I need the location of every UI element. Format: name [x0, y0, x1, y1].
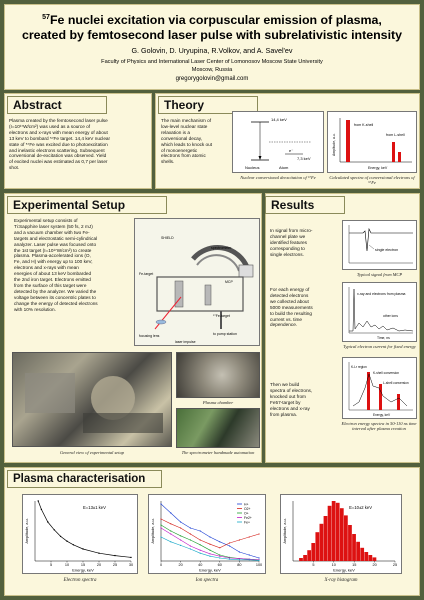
data-point: [160, 527, 161, 528]
results-text3-line: from plasma.: [270, 411, 298, 417]
svg-text:e⁻: e⁻: [289, 148, 294, 153]
results-text2-line: For each energy of: [270, 287, 310, 292]
x-tick-label: 25: [392, 563, 398, 567]
bar: [368, 555, 372, 561]
photo-plasma-chamber: [176, 352, 260, 398]
data-point: [60, 536, 61, 537]
data-point: [209, 550, 210, 551]
x-tick-label: 25: [112, 563, 118, 567]
conversion-diagram: [232, 111, 324, 173]
x-axis-label: Energy, keV: [72, 567, 94, 573]
data-point: [249, 536, 250, 537]
x-tick-label: 10: [64, 563, 70, 567]
results-text1-line: In signal from micro-: [270, 228, 313, 233]
x-tick-label: 15: [352, 563, 357, 567]
svg-text:to pump station: to pump station: [213, 332, 237, 336]
data-point: [239, 558, 240, 559]
caption-electron-spectra: Electron energy spectra in 50-110 ns time interval after plasma creation: [341, 421, 417, 431]
svg-text:laser impulse: laser impulse: [175, 340, 196, 344]
data-point: [209, 556, 210, 557]
svg-text:14,4 keV: 14,4 keV: [271, 117, 287, 122]
data-point: [239, 559, 240, 560]
svg-text:x-ray and electrons from plasm: x-ray and electrons from plasma: [357, 292, 406, 296]
setup-schematic: [134, 218, 260, 346]
bar: [315, 532, 319, 561]
legend-entry: O2+: [244, 506, 251, 511]
setup-lines-line: detected by the analyzer. We varied the: [14, 288, 97, 294]
theory-lines-line: which leads to knock out: [161, 141, 213, 147]
setup-lines-line: electrons and x-rays with mean: [14, 265, 79, 271]
photo-general-view: [12, 352, 172, 447]
series-line-O+: [161, 525, 259, 560]
data-point: [200, 544, 201, 545]
data-point: [249, 554, 250, 555]
data-point: [130, 557, 131, 558]
mcp-signal-plot: [342, 220, 417, 270]
y-axis-label: Amplitude, a.u.: [151, 518, 155, 544]
theory-lines-line: conversional decay,: [161, 135, 203, 141]
legend-entry: H+: [244, 502, 249, 507]
data-point: [190, 548, 191, 549]
abstract-lines-line: electrons and x-rays with mean energy of about: [9, 129, 108, 135]
svg-text:Energy, keV: Energy, keV: [368, 166, 388, 170]
x-axis-label: Energy, keV: [333, 567, 355, 573]
data-point: [170, 530, 171, 531]
energy-label: E=13±1 keV: [83, 505, 106, 510]
data-point: [258, 557, 259, 558]
data-point: [239, 539, 240, 540]
data-point: [170, 541, 171, 542]
data-point: [41, 509, 42, 510]
setup-text: [14, 218, 132, 313]
theory-lines-line: low-level nuclear state: [161, 123, 208, 129]
data-point: [190, 539, 191, 540]
data-point: [170, 512, 171, 513]
photo-automation: [176, 408, 260, 448]
setup-lines-line: targets and electrostatic semi-cylindrical: [14, 235, 98, 241]
abstract-lines-line: (I=10¹⁷W/cm²) was used as a source of: [9, 123, 91, 129]
data-point: [249, 559, 250, 560]
svg-text:from K-shell: from K-shell: [354, 123, 374, 127]
results-text3-line: electrons and x-ray: [270, 405, 310, 411]
data-point: [229, 545, 230, 546]
caption-automation: The spectrometer handmade automation: [181, 450, 255, 455]
data-point: [219, 557, 220, 558]
setup-lines-line: analyzer. Laser pulse was focused onto: [14, 241, 97, 247]
results-text1-line: corresponding to: [270, 245, 305, 251]
results-text2-line: we collected about: [270, 298, 309, 304]
data-point: [160, 503, 161, 504]
results-text-2: [270, 287, 340, 328]
data-point: [229, 542, 230, 543]
setup-lines-line: Fe, and H) with energy up to 100 keV,: [14, 259, 93, 265]
data-point: [190, 527, 191, 528]
bar: [364, 552, 368, 561]
x-axis-label: Energy, keV: [199, 567, 221, 573]
bar: [303, 555, 307, 561]
abstract-lines-line: Plasma created by the femtosecond laser pulse: [9, 118, 108, 123]
bar: [324, 516, 328, 561]
data-point: [229, 559, 230, 560]
x-tick-label: 60: [217, 563, 222, 567]
bar: [299, 558, 303, 561]
caption-xray-chart: X-ray histogram: [324, 578, 358, 583]
data-point: [209, 544, 210, 545]
data-point: [160, 524, 161, 525]
bar: [320, 524, 324, 561]
setup-lines-line: energies of about 13 keV bombarded: [14, 271, 92, 277]
ion-spectra-chart: [148, 494, 266, 574]
caption-ion-chart: Ion spectra: [195, 578, 219, 583]
setup-lines-line: the 1st target (I=10¹⁷W/cm²) to create: [14, 247, 92, 253]
results-text3-line: Fe57-target by: [270, 399, 301, 405]
svg-text:L-shell conversion: L-shell conversion: [383, 381, 409, 385]
x-tick-label: 10: [331, 563, 336, 567]
y-axis-label: Amplitude, a.u.: [25, 518, 29, 544]
data-point: [219, 556, 220, 557]
data-point: [200, 530, 201, 531]
setup-lines-line: and a vacuum chamber with two Fe-: [14, 229, 90, 235]
svg-text:spectrometer: spectrometer: [211, 246, 232, 250]
abstract-lines-line: 13 keV to bombard ⁵⁷Fe target. 14,4 keV nuclear: [9, 135, 111, 141]
abstract-lines-line: state of ⁵⁷Fe was excited due to photoexcitation: [9, 141, 108, 147]
data-point: [170, 523, 171, 524]
data-point: [98, 553, 99, 554]
theory-caption-left: Nuclear conversional deexcitation of ⁵⁷Fe: [240, 175, 316, 180]
data-point: [170, 533, 171, 534]
setup-lines-line: plasma. Plasma-accelerated ions (O,: [14, 253, 91, 259]
legend-entry: Fe2+: [244, 515, 252, 520]
x-tick-label: 20: [178, 563, 183, 567]
setup-lines-line: change the energy of detected electrons: [14, 300, 98, 306]
legend-entry: O+: [244, 511, 249, 516]
setup-lines-line: voltage between its concentric plates to: [14, 294, 96, 300]
x-tick-label: 5: [312, 563, 315, 567]
data-point: [66, 541, 67, 542]
energy-label: E=10±2 keV: [349, 505, 373, 510]
data-point: [190, 545, 191, 546]
data-point: [219, 541, 220, 542]
theory-lines-line: The main mechanism of: [161, 118, 212, 123]
svg-text:SHIELD: SHIELD: [161, 236, 174, 240]
data-point: [200, 550, 201, 551]
results-text3-line: spectra of electrons,: [270, 387, 313, 393]
data-point: [38, 500, 39, 501]
x-tick-label: 0: [159, 563, 163, 567]
bar: [328, 506, 332, 561]
caption-electron-chart: Electron spectra: [63, 578, 97, 583]
authors: G. Golovin, D. Uryupina, R.Volkov, and A. Savel'ev: [131, 46, 293, 56]
x-tick-label: 20: [372, 563, 377, 567]
data-point: [258, 533, 259, 534]
caption-plasma-chamber: Plasma chamber: [202, 400, 234, 405]
bar: [332, 501, 336, 561]
caption-general-view: General view of experimental setup: [60, 450, 124, 455]
caption-electron-current: Typical electron current for fixed energy: [343, 344, 416, 349]
theory-lines-line: shells.: [161, 159, 175, 165]
theory-heading: Theory: [158, 96, 258, 114]
poster-header: [4, 4, 420, 90]
theory-lines-line: relaxation is a: [161, 129, 190, 135]
x-tick-label: 100: [255, 563, 263, 567]
y-axis-label: Amplitude, a.u.: [283, 518, 287, 544]
x-tick-label: 15: [80, 563, 86, 567]
setup-lines-line: Ti:Sapphire laser system (50 fs, 2 mJ): [14, 223, 93, 229]
x-tick-label: 5: [49, 563, 53, 567]
results-heading: Results: [265, 196, 345, 214]
caption-mcp-signal: Typical signal from MCP: [356, 272, 403, 277]
data-point: [73, 544, 74, 545]
svg-text:single electron: single electron: [375, 248, 399, 252]
plasma-heading: Plasma characterisation: [7, 470, 162, 488]
legend-entry: Fe+: [244, 520, 250, 525]
data-point: [82, 548, 83, 549]
data-point: [180, 539, 181, 540]
data-point: [209, 553, 210, 554]
electron-spectra-plot: [342, 357, 417, 419]
electron-current-plot: [342, 282, 417, 342]
xray-histogram-chart: [280, 494, 402, 574]
setup-lines-line: with 10% resolution.: [14, 306, 56, 312]
svg-text:MCP: MCP: [225, 280, 233, 284]
data-point: [200, 553, 201, 554]
results-text2-line: 5000 measurements: [270, 304, 313, 310]
results-text1-line: identified features: [270, 239, 308, 245]
bar: [336, 503, 340, 561]
data-point: [54, 529, 55, 530]
data-point: [219, 554, 220, 555]
svg-text:Fe-target: Fe-target: [139, 272, 154, 276]
bar: [356, 542, 360, 561]
svg-text:focusing lens: focusing lens: [139, 334, 160, 338]
svg-text:Atom: Atom: [279, 165, 289, 170]
bar: [307, 550, 311, 561]
data-point: [229, 557, 230, 558]
abstract-lines-line: conversional de-excitation was observed. Yield: [9, 153, 107, 159]
data-point: [180, 527, 181, 528]
bar: [360, 548, 364, 561]
svg-text:K-shell conversion: K-shell conversion: [373, 371, 400, 375]
results-text-1: [270, 228, 340, 258]
abstract-lines-line: of excited nuclei was estimated as 0,7 per laser: [9, 159, 108, 165]
svg-text:7,3 keV: 7,3 keV: [297, 156, 311, 161]
svg-text:from L-shell: from L-shell: [386, 133, 405, 137]
setup-lines-line: from the surface of this target were: [14, 282, 87, 288]
abstract-text: [9, 118, 149, 171]
results-text1-line: single electrons.: [270, 251, 304, 257]
theory-text: [161, 118, 229, 165]
bar: [348, 525, 352, 561]
svg-text:Amplitude, a.u.: Amplitude, a.u.: [332, 133, 336, 156]
data-point: [114, 555, 115, 556]
results-text2-line: to build the resulting: [270, 310, 312, 316]
theory-lines-line: of monoenergetic: [161, 147, 198, 153]
email: gregorygolovin@gmail.com: [175, 76, 249, 83]
data-point: [190, 533, 191, 534]
theory-lines-line: electrons from atomic: [161, 153, 206, 159]
data-point: [160, 536, 161, 537]
bar: [311, 543, 315, 561]
bar: [352, 534, 356, 561]
results-text-3: [270, 382, 340, 417]
abstract-lines-line: and inelastic electrons scattering. Subsequent: [9, 147, 105, 153]
bar: [373, 557, 377, 561]
setup-heading: Experimental Setup: [7, 196, 167, 214]
results-text1-line: channel plate we: [270, 233, 306, 239]
data-point: [219, 547, 220, 548]
data-point: [200, 539, 201, 540]
results-text2-line: current vs. time: [270, 316, 303, 322]
data-point: [180, 521, 181, 522]
results-text3-line: knocked out from: [270, 393, 306, 399]
svg-text:Time, ns: Time, ns: [377, 336, 390, 340]
affiliation: Faculty of Physics and International Laser Center of Lomonosov Moscow State University Moscow, Russia: [101, 59, 323, 73]
setup-lines-line: the 2nd iron target. Electrons emitted: [14, 277, 91, 283]
data-point: [180, 545, 181, 546]
abstract-lines-line: shot.: [9, 165, 20, 171]
results-text2-line: detected electrons: [270, 292, 309, 298]
results-text3-line: Then we build: [270, 382, 300, 387]
abstract-heading: Abstract: [7, 96, 107, 114]
svg-text:Nucleus: Nucleus: [245, 165, 260, 170]
setup-lines-line: Experimental setup consists of: [14, 218, 78, 223]
x-tick-label: 80: [237, 563, 242, 567]
svg-text:K-Lr region: K-Lr region: [351, 365, 367, 369]
bar: [340, 508, 344, 561]
data-point: [160, 518, 161, 519]
results-text2-line: dependence.: [270, 322, 298, 328]
data-point: [258, 560, 259, 561]
svg-text:⁵⁷Fe-target: ⁵⁷Fe-target: [213, 314, 230, 318]
svg-text:Energy, keV: Energy, keV: [373, 413, 391, 417]
electron-spectra-chart: [22, 494, 138, 574]
conversion-spectrum-plot: [327, 111, 417, 173]
data-point: [209, 536, 210, 537]
bar: [344, 515, 348, 561]
x-tick-label: 40: [198, 563, 203, 567]
data-point: [47, 521, 48, 522]
svg-text:other ions: other ions: [383, 314, 398, 318]
poster-title: $^{57}$Fe nuclei excitation via corpuscular emission of plasma, created by femtosecond laser pulse with subrelativistic intensity: [21, 13, 403, 43]
series-line-Fe+: [161, 537, 259, 560]
theory-caption-right: Calculated spectra of conversional electrons of ⁵⁷Fe: [329, 175, 415, 185]
data-point: [239, 551, 240, 552]
data-point: [180, 535, 181, 536]
x-tick-label: 20: [96, 563, 102, 567]
x-tick-label: 30: [128, 563, 134, 567]
